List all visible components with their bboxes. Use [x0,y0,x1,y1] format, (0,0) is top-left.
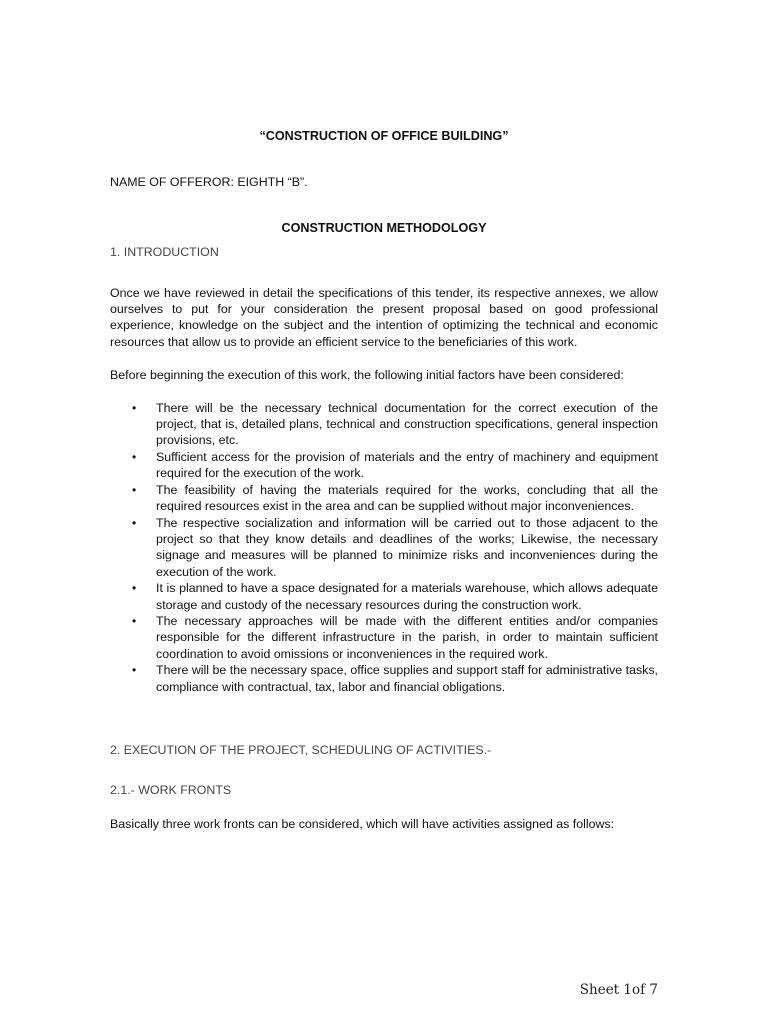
bullet-icon: • [132,449,137,464]
work-fronts-paragraph: Basically three work fronts can be considered, which will have activities assigned as follows: [110,816,615,831]
execution-heading: 2. EXECUTION OF THE PROJECT, SCHEDULING OF ACTIVITIES.- [110,742,492,757]
page-number-footer: Sheet 1of 7 [579,982,658,998]
document-title: “CONSTRUCTION OF OFFICE BUILDING” [259,129,509,143]
list-item [110,449,658,482]
list-item-text: The necessary approaches will be made with the different entities and/or companies responsible for the different infrastructure in the parish, in order to maintain sufficient coordination to avoid omissions or inconveniences in the required work. [156,613,658,661]
list-item [110,662,658,695]
list-item-text: It is planned to have a space designated for a materials warehouse, which allows adequate storage and custody of the necessary resources during the construction work. [156,581,658,612]
list-item [110,400,658,449]
document-body [110,128,658,832]
list-item-text: Sufficient access for the provision of materials and the entry of machinery and equipment required for the execution of the work. [156,449,658,481]
list-item-text: The respective socialization and information will be carried out to those adjacent to the project so that they know details and deadlines of the works; Likewise, the necessary signage and measures will be planned to minimize risks and inconveniences during the execution of the work. [156,515,658,579]
section-title: CONSTRUCTION METHODOLOGY [281,220,487,235]
intro-heading: 1. INTRODUCTION [110,245,219,260]
list-item-text: There will be the necessary technical documentation for the correct execution of the project, that is, detailed plans, technical and construction specifications, general inspection provisions, etc. [156,400,658,448]
bullet-icon: • [132,400,137,415]
work-fronts-heading: 2.1.- WORK FRONTS [110,783,232,798]
list-item [110,613,658,662]
bullet-icon: • [132,515,137,530]
intro-paragraph: Once we have reviewed in detail the specifications of this tender, its respective annexes, we allow ourselves to put for your consideration the present proposal based on good professional experience, knowledge on the subject and the intention of optimizing the technical and economic resources that allow us to provide an efficient service to the beneficiaries of this work. [110,285,658,349]
offeror-name: NAME OF OFFEROR: EIGHTH “B”. [110,175,308,190]
bullet-icon: • [132,482,137,497]
list-item-text: There will be the necessary space, office supplies and support staff for administrative tasks, compliance with contractual, tax, labor and financial obligations. [156,663,658,694]
initial-factors-paragraph: Before beginning the execution of this work, the following initial factors have been considered: [110,368,624,383]
list-item-text: The feasibility of having the materials required for the works, concluding that all the required resources exist in the area and can be supplied without major inconveniences. [156,482,658,514]
bullet-icon: • [132,663,137,678]
list-item [110,515,658,581]
list-item [110,482,658,515]
bullet-icon: • [132,581,137,596]
bullet-icon: • [132,613,137,628]
initial-factors-list [110,400,658,695]
list-item [110,580,658,613]
